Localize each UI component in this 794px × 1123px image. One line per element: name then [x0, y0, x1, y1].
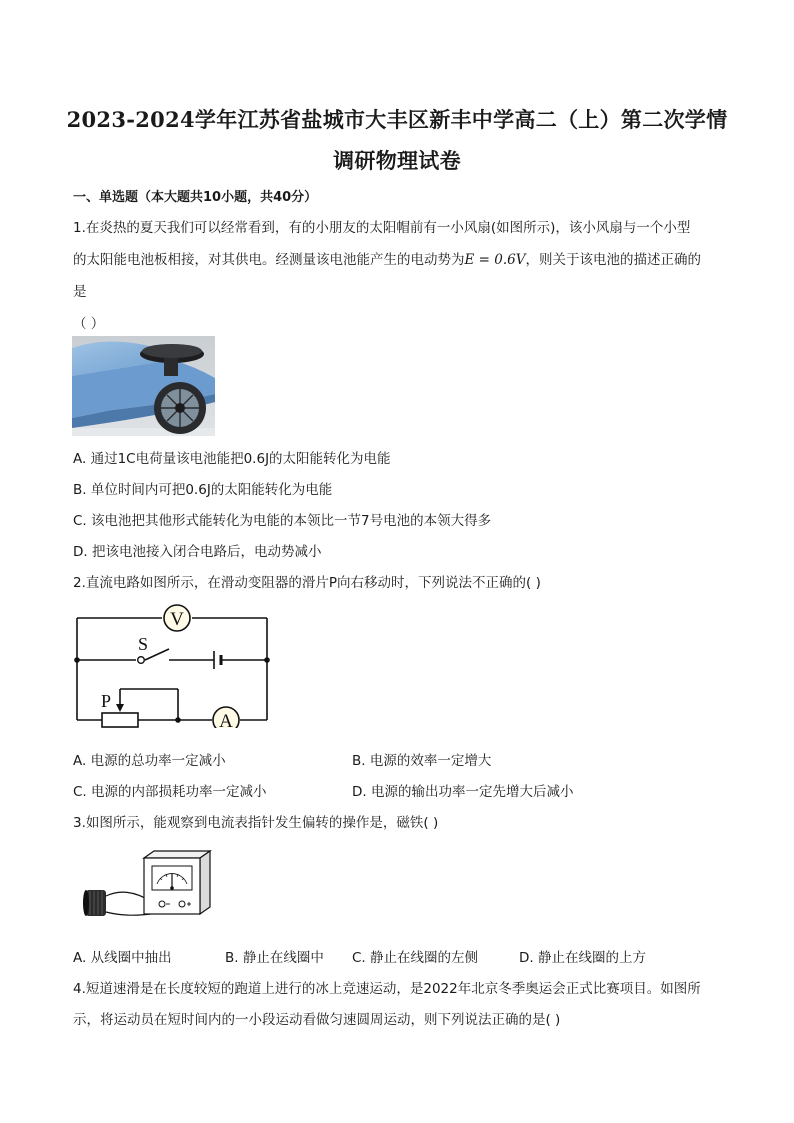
q2-option-c: C. 电源的内部损耗功率一定减小 [73, 784, 267, 800]
q1-option-a: A. 通过1C电荷量该电池能把0.6J的太阳能转化为电能 [73, 451, 391, 467]
q3-stem: 3.如图所示，能观察到电流表指针发生偏转的操作是，磁铁( ) [73, 815, 439, 831]
section-heading: 一、单选题（本大题共10小题，共40分） [73, 190, 318, 205]
q1-solar-fan-cap-image [72, 336, 215, 436]
q2-stem: 2.直流电路如图所示，在滑动变阻器的滑片P向右移动时，下列说法不正确的( ) [73, 575, 541, 591]
q1-stem-line1: 1.在炎热的夏天我们可以经常看到，有的小朋友的太阳帽前有一小风扇(如图所示)，该小风扇与一个小型 [73, 220, 691, 236]
q2-circuit-diagram [70, 600, 275, 728]
q1-stem-line2-post: ，则关于该电池的描述正确的 [525, 252, 701, 268]
q1-answer-paren: （ ） [73, 316, 105, 332]
q4-stem-line2: 示，将运动员在短时间内的一小段运动看做匀速圆周运动，则下列说法正确的是( ) [73, 1012, 561, 1028]
q1-stem-line2 [73, 248, 701, 268]
q1-option-c: C. 该电池把其他形式能转化为电能的本领比一节7号电池的本领大得多 [73, 513, 492, 529]
q3-option-c: C. 静止在线圈的左侧 [352, 950, 479, 966]
q2-slider-label: P [101, 691, 112, 711]
q2-option-d: D. 电源的输出功率一定先增大后减小 [352, 784, 574, 800]
q4-stem-line1: 4.短道速滑是在长度较短的跑道上进行的冰上竞速运动，是2022年北京冬季奥运会正式比赛项目。如图所 [73, 981, 701, 997]
q2-option-b: B. 电源的效率一定增大 [352, 753, 492, 769]
q3-option-b: B. 静止在线圈中 [225, 950, 324, 966]
q1-option-d: D. 把该电池接入闭合电路后，电动势减小 [73, 544, 322, 560]
q1-stem-line2-pre: 的太阳能电池板相接，对其供电。经测量该电池能产生的电动势为 [73, 252, 465, 268]
exam-title-line2: 调研物理试卷 [333, 148, 461, 173]
q3-coil-galvanometer-diagram [82, 850, 212, 920]
q1-stem-line3: 是 [73, 284, 87, 300]
q1-option-b: B. 单位时间内可把0.6J的太阳能转化为电能 [73, 482, 333, 498]
q2-ammeter-label: A [219, 711, 233, 728]
q2-switch-label: S [138, 634, 149, 654]
exam-title-line1: 2023-2024学年江苏省盐城市大丰区新丰中学高二（上）第二次学情 [66, 107, 728, 132]
q1-emf-formula: E = 0.6V [464, 252, 526, 268]
q2-voltmeter-label: V [170, 609, 184, 630]
q2-option-a: A. 电源的总功率一定减小 [73, 753, 226, 769]
q3-option-d: D. 静止在线圈的上方 [519, 950, 646, 966]
q3-option-a: A. 从线圈中抽出 [73, 950, 172, 966]
